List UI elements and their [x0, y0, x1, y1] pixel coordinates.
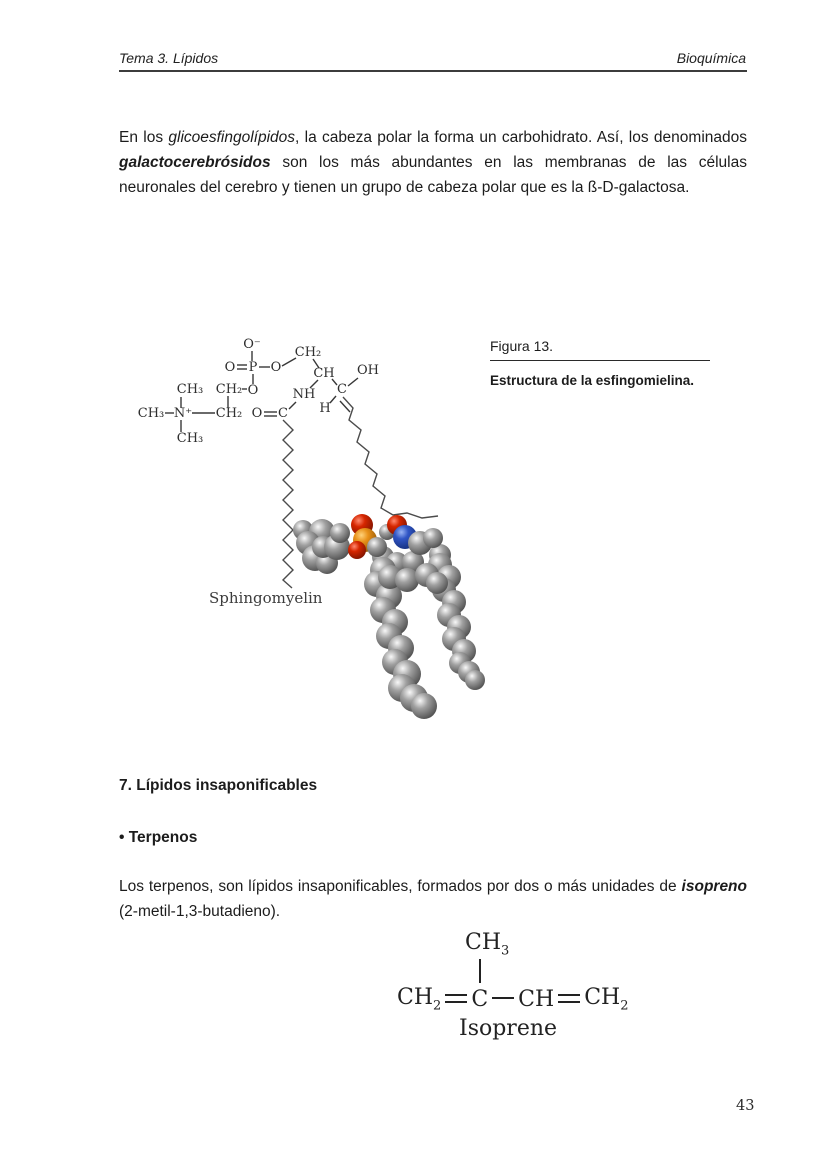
- svg-text:CH₂: CH₂: [294, 345, 322, 360]
- isoprene-ch-group: CH: [518, 986, 555, 1012]
- double-bond-icon: [558, 994, 580, 1003]
- figure-caption: [490, 338, 710, 388]
- svg-text:CH: CH: [313, 366, 335, 381]
- formula-subscript: 2: [433, 998, 442, 1014]
- text-segment-bold-italic: isopreno: [681, 878, 747, 895]
- formula-subscript: 3: [501, 943, 510, 959]
- isoprene-vertical-bond: [479, 959, 481, 983]
- formula-text: CH: [397, 985, 434, 1010]
- space-filling-model-layer: [293, 514, 485, 719]
- svg-text:P: P: [248, 360, 258, 375]
- text-segment: son los más abundantes en las membranas de las células neuronales del cerebro y tienen un grupo de cabeza polar que es la ß-D-galactosa.: [119, 154, 747, 196]
- svg-text:CH₃: CH₃: [176, 382, 204, 397]
- paragraph-terpenos: [119, 874, 747, 924]
- figure-caption-title: Figura 13.: [490, 338, 710, 361]
- page-number: 43: [736, 1098, 755, 1114]
- single-bond-icon: [492, 997, 514, 999]
- svg-text:C: C: [337, 382, 347, 397]
- text-segment: Los terpenos, son lípidos insaponificables, formados por dos o más unidades de: [119, 878, 682, 895]
- double-bond-icon: [445, 994, 467, 1003]
- isoprene-ch2-right: [584, 985, 628, 1013]
- svg-text:O⁻: O⁻: [243, 337, 261, 352]
- svg-text:OH: OH: [357, 363, 379, 378]
- isoprene-central-carbon: C: [471, 986, 489, 1012]
- svg-text:O: O: [251, 406, 263, 421]
- header-subject-title: Bioquímica: [676, 50, 746, 66]
- sphingomyelin-figure: [130, 325, 490, 745]
- svg-text:O: O: [247, 383, 259, 398]
- paragraph-glycosphingolipids: [119, 125, 747, 200]
- isoprene-methyl-group: [465, 930, 509, 958]
- formula-text: CH: [465, 930, 502, 955]
- figure-caption-text: Estructura de la esfingomielina.: [490, 373, 695, 388]
- text-segment: En los: [119, 129, 169, 146]
- molecule-label: Sphingomyelin: [209, 589, 323, 607]
- svg-text:CH₂: CH₂: [215, 406, 243, 421]
- isoprene-label: Isoprene: [459, 1016, 558, 1041]
- text-segment: (2-metil-1,3-butadieno).: [119, 903, 281, 920]
- svg-text:CH₃: CH₃: [137, 406, 165, 421]
- isoprene-structure: [393, 930, 643, 1042]
- isoprene-formula-row: [397, 985, 629, 1013]
- svg-text:NH: NH: [292, 387, 316, 402]
- svg-text:N⁺: N⁺: [173, 406, 193, 421]
- svg-text:H: H: [319, 401, 331, 416]
- svg-text:C: C: [278, 406, 288, 421]
- text-segment-bold-italic: galactocerebrósidos: [119, 154, 271, 171]
- svg-text:CH₃: CH₃: [176, 431, 204, 446]
- svg-text:O: O: [270, 360, 282, 375]
- terpenos-bullet-item: • Terpenos: [119, 829, 198, 846]
- svg-text:CH₂: CH₂: [215, 382, 243, 397]
- isoprene-ch2-left: [397, 985, 441, 1013]
- svg-text:O: O: [224, 360, 236, 375]
- header-rule: [119, 70, 747, 72]
- structural-formula-layer: [138, 337, 438, 588]
- section-heading: 7. Lípidos insaponificables: [119, 777, 318, 794]
- text-segment: , la cabeza polar la forma un carbohidrato. Así, los denominados: [295, 129, 747, 146]
- formula-text: CH: [584, 985, 621, 1010]
- formula-subscript: 2: [620, 998, 629, 1014]
- header-course-title: Tema 3. Lípidos: [119, 50, 219, 66]
- text-segment-italic: glicoesfingolípidos: [168, 129, 296, 146]
